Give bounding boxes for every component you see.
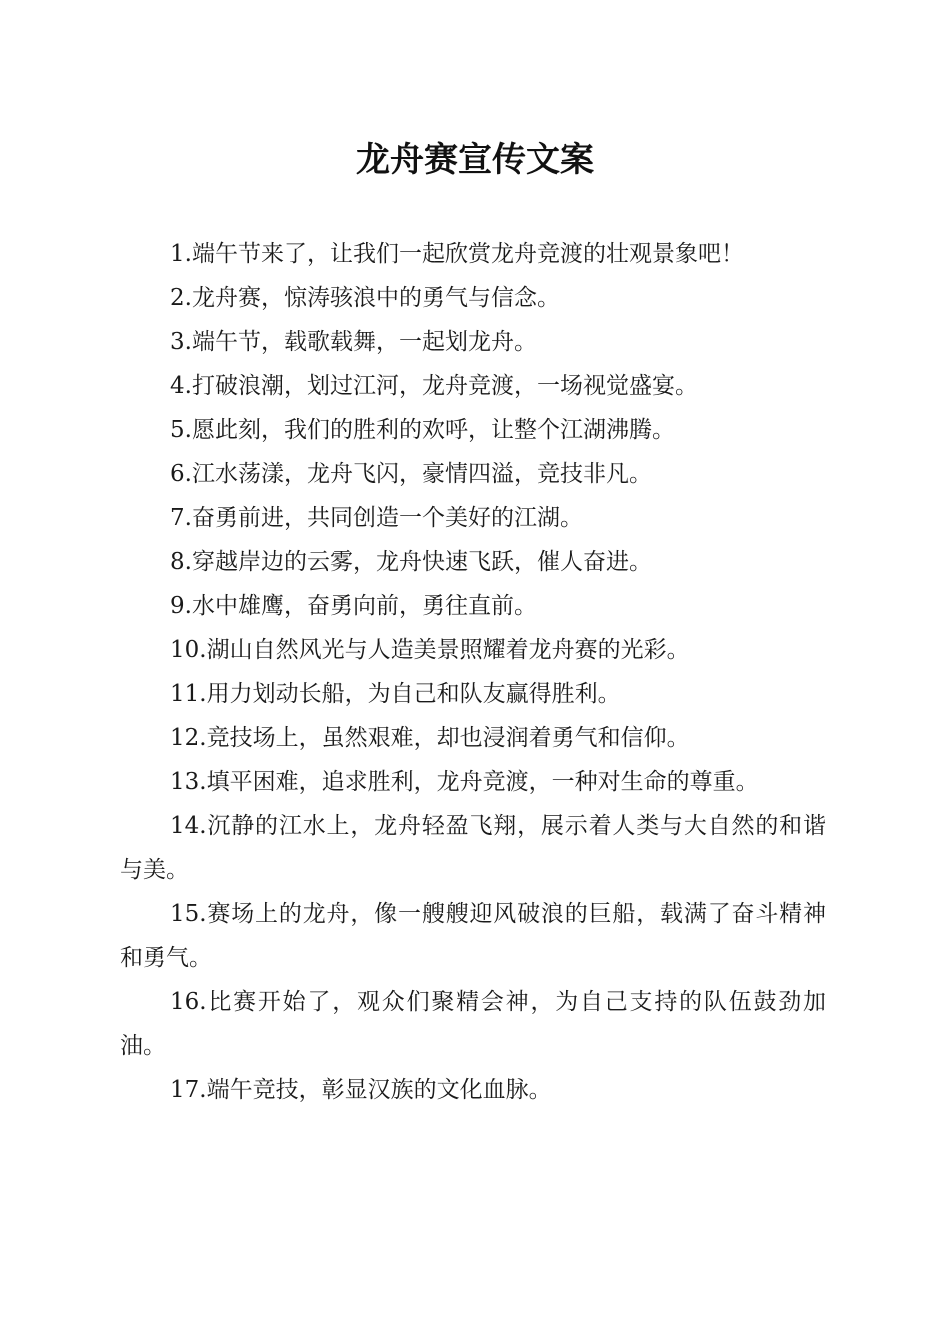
document-title: 龙舟赛宣传文案 — [356, 140, 594, 180]
paragraph-16: 16.比赛开始了，观众们聚精会神，为自己支持的队伍鼓劲加油。 — [120, 989, 826, 1059]
paragraph-14: 14.沉静的江水上，龙舟轻盈飞翔，展示着人类与大自然的和谐与美。 — [120, 813, 826, 883]
paragraph-6: 6.江水荡漾，龙舟飞闪，豪情四溢，竞技非凡。 — [170, 461, 652, 487]
paragraph-4: 4.打破浪潮，划过江河，龙舟竞渡，一场视觉盛宴。 — [170, 373, 698, 399]
paragraph-2: 2.龙舟赛，惊涛骇浪中的勇气与信念。 — [170, 285, 560, 311]
paragraph-15: 15.赛场上的龙舟，像一艘艘迎风破浪的巨船，载满了奋斗精神和勇气。 — [120, 901, 826, 971]
paragraph-9: 9.水中雄鹰，奋勇向前，勇往直前。 — [170, 593, 537, 619]
paragraph-11: 11.用力划动长船，为自己和队友赢得胜利。 — [170, 681, 621, 707]
paragraph-3: 3.端午节，载歌载舞，一起划龙舟。 — [170, 329, 537, 355]
paragraph-10: 10.湖山自然风光与人造美景照耀着龙舟赛的光彩。 — [170, 637, 690, 663]
paragraph-1: 1.端午节来了，让我们一起欣赏龙舟竞渡的壮观景象吧！ — [170, 241, 744, 267]
paragraph-13: 13.填平困难，追求胜利，龙舟竞渡，一种对生命的尊重。 — [170, 769, 759, 795]
document-body — [120, 232, 826, 1112]
paragraph-5: 5.愿此刻，我们的胜利的欢呼，让整个江湖沸腾。 — [170, 417, 675, 443]
paragraph-7: 7.奋勇前进，共同创造一个美好的江湖。 — [170, 505, 583, 531]
paragraph-12: 12.竞技场上，虽然艰难，却也浸润着勇气和信仰。 — [170, 725, 690, 751]
paragraph-8: 8.穿越岸边的云雾，龙舟快速飞跃，催人奋进。 — [170, 549, 652, 575]
paragraph-17: 17.端午竞技，彰显汉族的文化血脉。 — [170, 1077, 552, 1103]
